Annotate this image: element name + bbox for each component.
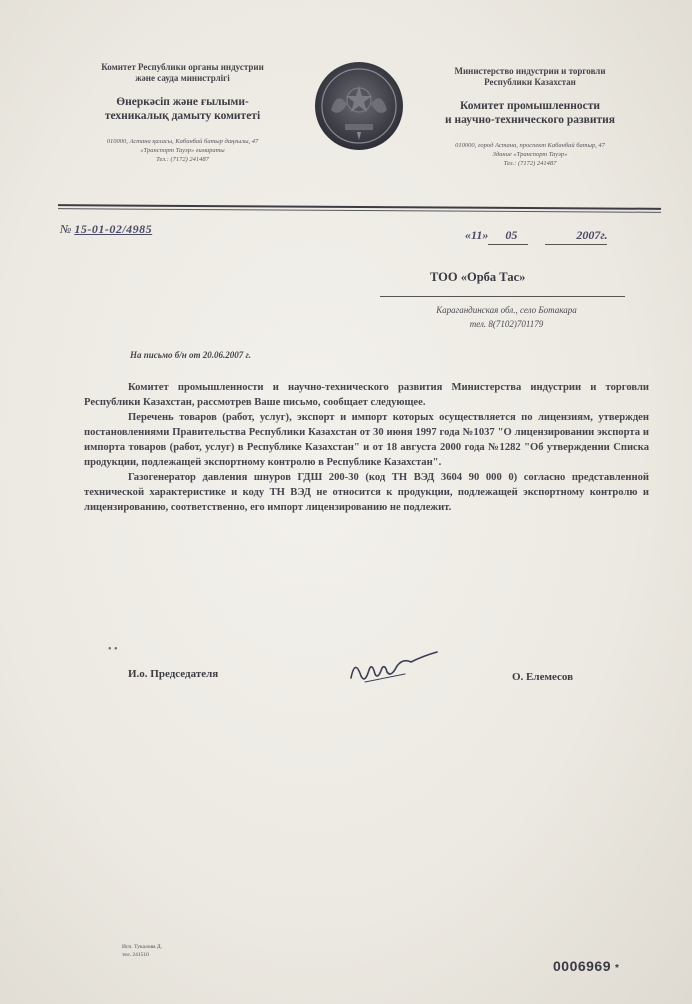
form-serial-number — [553, 958, 619, 974]
serial-value: 0006969 — [553, 958, 612, 974]
recipient-addr2: тел. 8(7102)701179 — [469, 318, 544, 329]
outgoing-date-year: 2007г. — [576, 228, 608, 242]
handwritten-signature-icon — [345, 648, 440, 690]
header-right-line2: Республики Казахстан — [484, 77, 576, 88]
outgoing-date-day: «11» — [465, 228, 489, 242]
outgoing-number-prefix: № — [60, 222, 72, 236]
header-left-title1: Өнеркәсіп және ғылыми- — [116, 95, 249, 108]
body-paragraph-2: Перечень товаров (работ, услуг), экспорт и импорт которых осуществляется по лицензиям, утвержден постановлениями Правительства Республики Казахстан от 30 июня 1997 года №1037 "О лицензировании экспорта и импорта товаров (работ, услуг) в Республике Казахстан" и от 18 августа 2000 года №1282 "Об утверждении Списка продукции, подлежащей экспортному контролю в Республике Казахстан". — [84, 412, 649, 469]
executor-line2: тел. 241510 — [122, 951, 149, 958]
header-right-addr1: 010000, город Астана, проспект Кабанбай батыр, 47 — [455, 142, 605, 150]
serial-mark: * — [615, 963, 620, 974]
signatory-name: О. Елемесов — [512, 671, 574, 683]
recipient-divider — [380, 296, 625, 297]
recipient-address — [384, 304, 629, 331]
signature-title: И.о. Председателя — [128, 668, 219, 680]
header-left-line2: және сауда министрлігі — [135, 73, 230, 84]
date-underline-month — [545, 244, 607, 245]
letter-body — [84, 380, 649, 515]
outgoing-number — [60, 222, 152, 237]
body-paragraph-3: Газогенератор давления шнуров ГДШ 200-30 (код ТН ВЭД 3604 90 000 0) согласно представленной технической характеристике и коду ТН ВЭД не относится к продукции, подлежащей экспортному контролю и лицензированию, соответственно, его импорт лицензированию не подлежит. — [84, 472, 649, 514]
outgoing-date-month: 05 — [505, 228, 518, 242]
state-emblem-icon — [313, 60, 405, 152]
outgoing-date — [465, 228, 608, 243]
recipient-addr1: Карагандинская обл., село Ботакара — [436, 305, 577, 315]
executor-info — [122, 944, 162, 959]
header-left-addr3: Тел.: (7172) 241487 — [156, 156, 209, 164]
margin-marks: • • — [108, 644, 118, 655]
header-left-addr1: 010000, Астана қаласы, Кабанбай батыр даңғылы, 47 — [106, 138, 259, 146]
header-left-kazakh — [55, 62, 310, 165]
outgoing-number-value: 15-01-02/4985 — [74, 222, 153, 236]
recipient-name: ТОО «Орба Тас» — [430, 270, 526, 284]
header-right-title1: Комитет промышленности — [459, 99, 601, 112]
reference-line: На письмо б/н от 20.06.2007 г. — [130, 350, 251, 360]
executor-line1: Исп. Тукалова Д. — [122, 944, 162, 950]
header-right-addr3: Тел.: (7172) 241487 — [503, 160, 557, 168]
date-underline-day — [488, 244, 528, 245]
header-right-address — [395, 141, 665, 168]
header-left-line1: Комитет Республики органы индустрии — [101, 62, 264, 72]
header-right-addr2: Здание «Транспорт Тауэр» — [492, 151, 568, 159]
header-right-title2: и научно-технического развития — [445, 113, 615, 126]
header-left-addr2: «Транспорт Тауэр» ғимараты — [140, 147, 225, 155]
header-right-russian — [395, 66, 665, 169]
header-left-address — [55, 137, 310, 164]
header-left-title2: техникалық дамыту комитеті — [104, 109, 261, 122]
body-paragraph-1: Комитет промышленности и научно-технического развития Министерства индустрии и торговли Республики Казахстан, рассмотрев Ваше письмо, сообщает следующее. — [84, 382, 649, 409]
header-right-line1: Министерство индустрии и торговли — [454, 66, 606, 76]
